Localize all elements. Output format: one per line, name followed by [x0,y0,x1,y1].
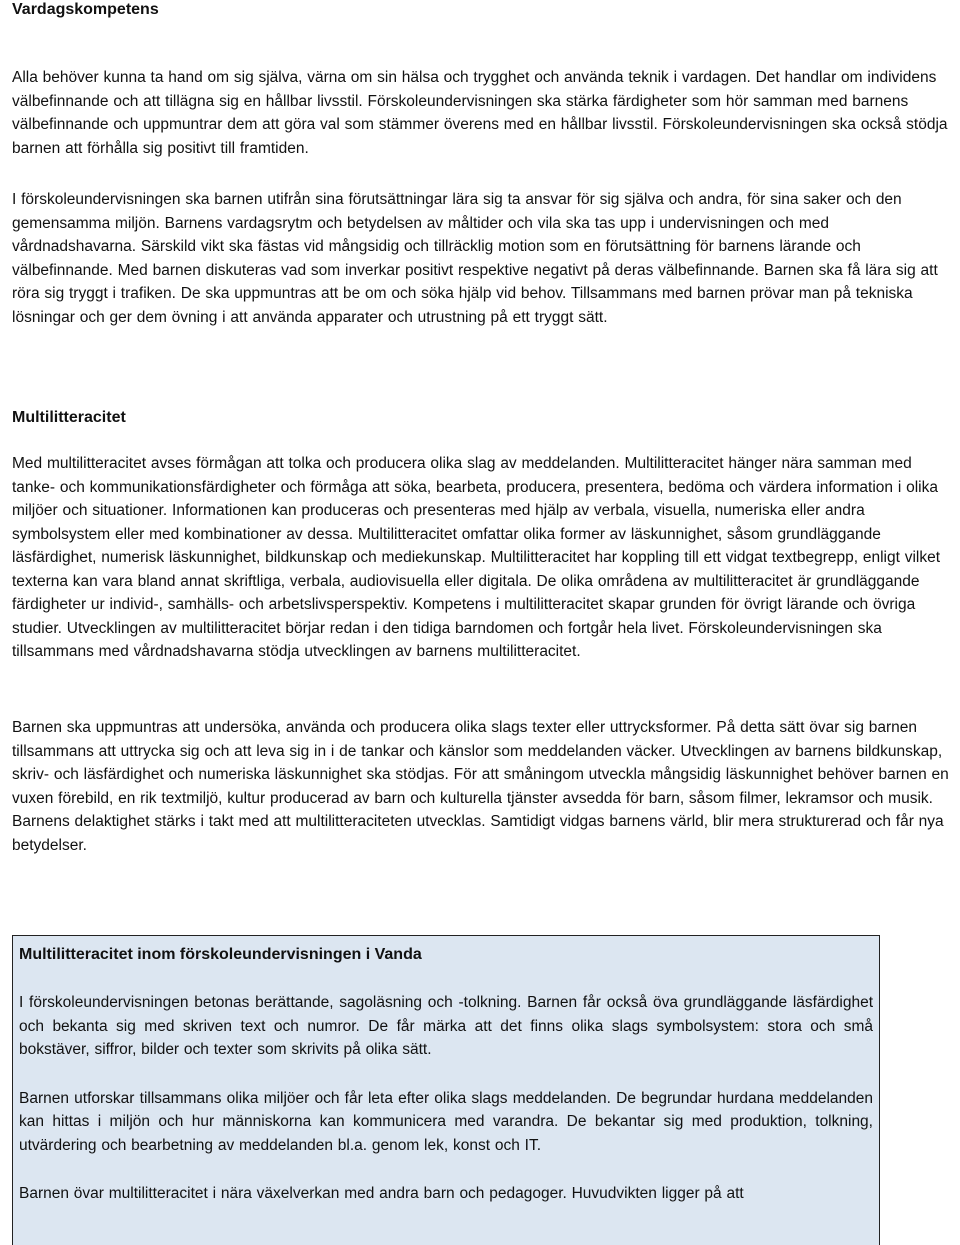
paragraph: Alla behöver kunna ta hand om sig själva, värna om sin hälsa och trygghet och använda teknik i vardagen. Det handlar om individens välbefinnande och att tillägna sig en hållbar livsstil. Förskoleundervisningen ska stärka färdigheter som hör samman med barnens välbefinnande och uppmuntrar dem att göra val som stämmer överens med en hållbar livsstil. Förskoleundervisningen ska också stödja barnen att förhålla sig positivt till framtiden. [12,69,948,157]
box-heading: Multilitteracitet inom förskoleundervisningen i Vanda [19,946,422,963]
box-paragraph: I förskoleundervisningen betonas berättande, sagoläsning och -tolkning. Barnen får också öva grundläggande läsfärdighet och bekanta sig med skriven text och numror. De får märka att det finns olika slags symbolsystem: stora och små bokstäver, siffror, bilder och texter som skrivits på olika sätt. [19,994,873,1058]
paragraph: I förskoleundervisningen ska barnen utifrån sina förutsättningar lära sig ta ansvar för sig själva och andra, för sina saker och den gemensamma miljön. Barnens vardagsrytm och betydelsen av måltider och vila ska tas upp i undervisningen och med vårdnadshavarna. Särskild vikt ska fästas vid mångsidig och tillräcklig motion som en förutsättning för barnens lärande och välbefinnande. Med barnen diskuteras vad som inverkar positivt respektive negativt på deras välbefinnande. Barnen ska få lära sig att röra sig tryggt i trafiken. De ska uppmuntras att be om och söka hjälp vid behov. Tillsammans med barnen prövar man på tekniska lösningar och ger dem övning i att använda apparater och utrustning på ett tryggt sätt. [12,191,938,326]
box-paragraph: Barnen övar multilitteracitet i nära växelverkan med andra barn och pedagoger. Huvudvikten ligger på att [19,1185,744,1202]
section-heading-vardagskompetens: Vardagskompetens [12,1,159,18]
vanda-info-box [12,935,880,1245]
section-heading-multilitteracitet: Multilitteracitet [12,409,126,426]
box-paragraph: Barnen utforskar tillsammans olika miljöer och får leta efter olika slags meddelanden. De begrundar hurdana meddelanden kan hittas i miljön och hur människorna kan kommunicera med varandra. De bekantar sig med produktion, tolkning, utvärdering och bearbetning av meddelanden bl.a. genom lek, konst och IT. [19,1089,873,1154]
paragraph: Barnen ska uppmuntras att undersöka, använda och producera olika slags texter eller uttrycksformer. På detta sätt övar sig barnen tillsammans att uttrycka sig och att leva sig in i de tankar och känslor som meddelanden väcker. Utvecklingen av barnens bildkunskap, skriv- och läsfärdighet och numeriska läskunnighet ska stödjas. För att småningom utveckla mångsidig läskunnighet behöver barnen en vuxen förebild, en rik textmiljö, kultur producerad av barn och kulturella tjänster avsedda för barn, såsom filmer, lekramsor och musik. Barnens delaktighet stärks i takt med att multilitteraciteten utvecklas. Samtidigt vidgas barnens värld, blir mera strukturerad och får nya betydelser. [12,719,949,854]
paragraph: Med multilitteracitet avses förmågan att tolka och producera olika slag av meddelanden. Multilitteracitet hänger nära samman med tanke- och kommunikationsfärdigheter och förmåga att söka, bearbeta, producera, presentera, bedöma och värdera information i olika miljöer och situationer. Informationen kan produceras och presenteras med hjälp av verbala, visuella, numeriska eller andra symbolsystem eller med kombinationer av dessa. Multilitteracitet omfattar olika former av läskunnighet, såsom grundläggande läsfärdighet, numerisk läskunnighet, bildkunskap och mediekunskap. Multilitteracitet har koppling till ett vidgat textbegrepp, enligt vilket texterna kan vara bland annat skriftliga, verbala, audiovisuella eller digitala. De olika områdena av multilitteracitet är grundläggande färdigheter ur individ-, samhälls- och arbetslivsperspektiv. Kompetens i multilitteracitet skapar grunden för övrigt lärande och övriga studier. Utvecklingen av multilitteracitet börjar redan i den tidiga barndomen och fortgår hela livet. Förskoleundervisningen ska tillsammans med vårdnadshavarna stödja utvecklingen av barnens multilitteracitet. [12,455,941,660]
